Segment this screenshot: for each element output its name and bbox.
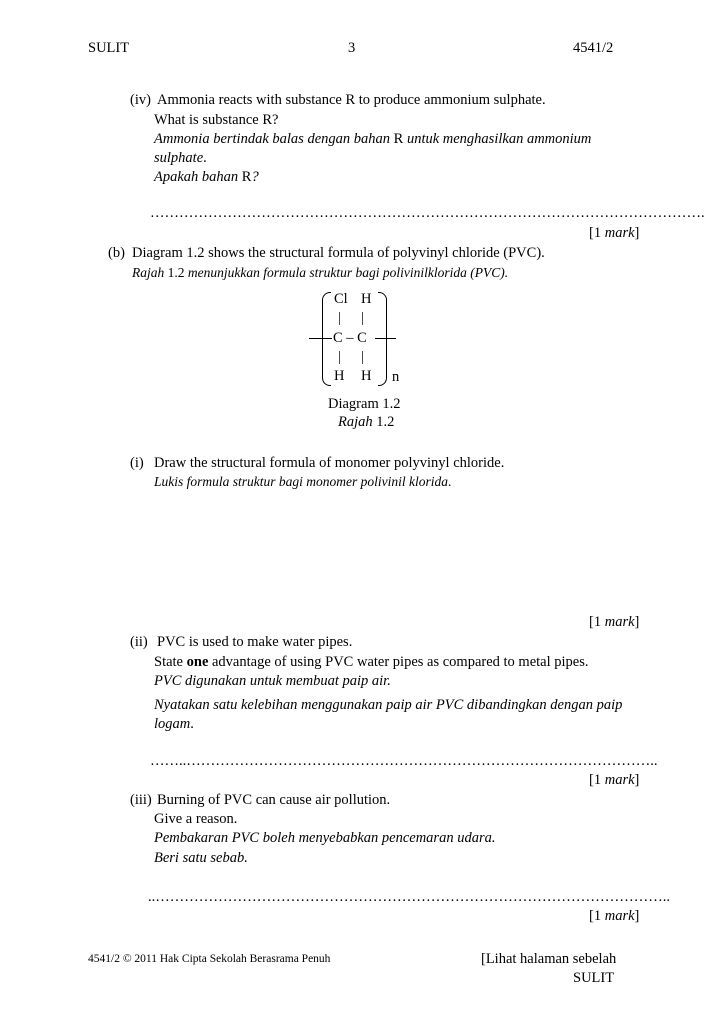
diagram-ref: 1.2 [167,265,185,280]
atom-h-bottom-left: H [334,368,345,384]
mark-word: mark [604,614,635,630]
period: . [448,474,452,489]
answer-line-iii[interactable]: ..…………………………………………………………………………………………….. [148,889,670,905]
drawing-answer-space[interactable] [130,500,640,605]
question-iv-english-line1: Ammonia reacts with substance R to produce ammonium sulphate. [157,92,546,108]
question-b-malay [132,265,508,281]
carbon-chain: C – C [333,330,367,346]
malay-text: untuk menghasilkan ammonium [403,131,592,147]
diagram-caption-english: Diagram 1.2 [328,396,401,412]
question-iv-malay-line2 [154,150,207,167]
mark-open: [1 [589,772,605,788]
mark-open: [1 [589,614,605,630]
question-iii-number: (iii) [130,792,152,808]
bond-vertical-top-left: | [338,310,341,326]
emphasis-one: one [186,654,209,670]
answer-line-iv[interactable]: ……………………………………………………………………………………………………. [150,205,705,221]
question-iv-malay-line3 [154,169,259,186]
malay-text: Rajah [338,414,377,430]
mark-close: ] [634,614,640,630]
mark-close: ] [634,908,640,924]
question-iii-malay-line1: Pembakaran PVC boleh menyebabkan pencemaran udara. [154,830,496,846]
substance-letter: R [393,131,404,147]
bond-extension-right [375,338,396,339]
malay-text: Apakah bahan [154,169,242,185]
mark-open: [1 [589,225,605,241]
question-ii-english-line2 [154,654,589,671]
question-i-malay [154,474,451,490]
mark-iii [589,908,639,925]
malay-text: menunjukkan formula struktur bagi polivinilklorida (PVC). [184,265,509,280]
answer-line-ii[interactable]: ……..…………………………………………………………………………………….. [150,753,658,769]
question-iv-number: (iv) [130,92,151,108]
page-number: 3 [348,40,356,56]
paper-code: 4541/2 [573,40,614,56]
question-ii-malay-line1: PVC digunakan untuk membuat paip air. [154,673,391,689]
question-b-number: (b) [108,245,125,261]
question-i-english: Draw the structural formula of monomer polyvinyl chloride. [154,455,505,471]
right-bracket [378,292,387,386]
text: State [154,654,187,670]
left-bracket [322,292,331,386]
mark-ii [589,772,639,789]
atom-h-top: H [361,291,372,307]
footer-next-page: [Lihat halaman sebelah [481,951,617,967]
mark-close: ] [634,225,640,241]
question-iii-english-line2: Give a reason. [154,811,238,827]
bond-vertical-bottom-right: | [361,349,364,365]
diagram-ref: 1.2 [376,414,395,430]
mark-close: ] [634,772,640,788]
atom-h-bottom-right: H [361,368,372,384]
question-iii-english-line1: Burning of PVC can cause air pollution. [157,792,391,808]
repeat-subscript-n: n [392,369,400,385]
question-ii-malay-line3 [154,716,194,733]
mark-word: mark [604,908,635,924]
mark-iv [589,225,639,242]
malay-text: logam [154,716,191,732]
period: . [203,150,207,166]
malay-text: Lukis formula struktur bagi monomer polivinil klorida [154,474,449,489]
bond-extension-left [309,338,332,339]
atom-cl: Cl [334,291,348,307]
question-ii-english-line1: PVC is used to make water pipes. [157,634,353,650]
question-iv-english-line2: What is substance R? [154,112,279,128]
mark-word: mark [604,225,635,241]
header-sulit: SULIT [88,40,130,56]
bond-vertical-top-right: | [361,310,364,326]
mark-word: mark [604,772,635,788]
text: advantage of using PVC water pipes as compared to metal pipes. [208,654,589,670]
period: . [190,716,194,732]
malay-text: Rajah [132,265,168,280]
question-ii-malay-line2: Nyatakan satu kelebihan menggunakan paip air PVC dibandingkan dengan paip [154,697,623,713]
mark-i [589,614,639,631]
question-b-english: Diagram 1.2 shows the structural formula of polyvinyl chloride (PVC). [132,245,545,261]
question-iv-malay-line1 [154,131,591,148]
substance-letter: R [241,169,252,185]
malay-text: Ammonia bertindak balas dengan bahan [154,131,394,147]
question-ii-number: (ii) [130,634,148,650]
footer-copyright: 4541/2 © 2011 Hak Cipta Sekolah Berasrama Penuh [88,953,331,965]
question-i-number: (i) [130,455,144,471]
question-iii-malay-line2: Beri satu sebab. [154,850,248,866]
malay-text: sulphate [154,150,204,166]
footer-sulit: SULIT [573,970,615,986]
mark-open: [1 [589,908,605,924]
question-mark: ? [251,169,259,185]
diagram-caption-malay [338,414,394,431]
bond-vertical-bottom-left: | [338,349,341,365]
